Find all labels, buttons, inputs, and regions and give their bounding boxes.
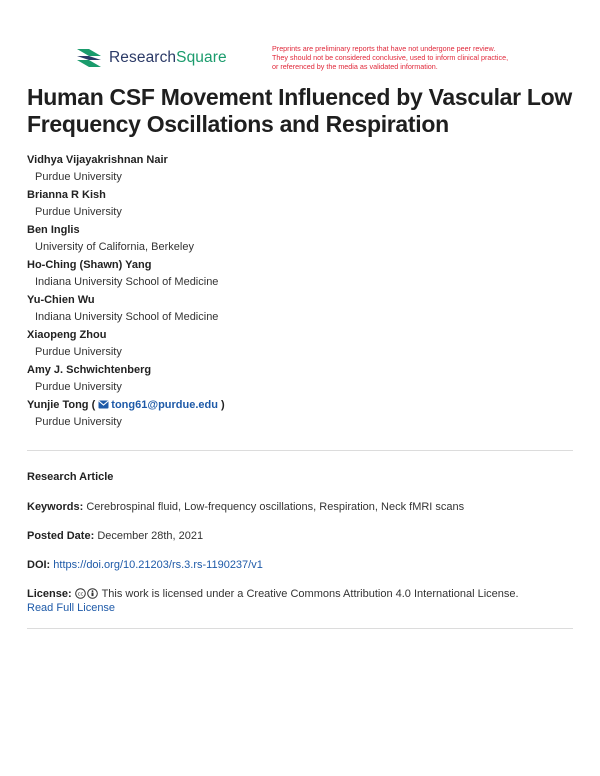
envelope-icon bbox=[98, 400, 109, 409]
license-text: This work is licensed under a Creative Commons Attribution 4.0 International License. bbox=[101, 588, 519, 600]
keywords-row bbox=[27, 500, 577, 514]
author-affiliation: Purdue University bbox=[35, 346, 122, 358]
author-name[interactable]: Vidhya Vijayakrishnan Nair bbox=[27, 154, 168, 166]
header bbox=[0, 0, 600, 80]
divider bbox=[27, 628, 573, 629]
author-entry bbox=[27, 259, 567, 289]
research-square-logo[interactable] bbox=[75, 47, 227, 69]
author-entry bbox=[27, 364, 567, 394]
author-affiliation: Purdue University bbox=[35, 206, 122, 218]
author-name[interactable]: Amy J. Schwichtenberg bbox=[27, 364, 152, 376]
author-entry bbox=[27, 329, 567, 359]
author-name[interactable]: Ho-Ching (Shawn) Yang bbox=[27, 259, 152, 271]
doi-row bbox=[27, 558, 577, 572]
author-email-link[interactable]: tong61@purdue.edu bbox=[111, 399, 218, 411]
corresponding-author: Yunjie Tong ( tong61@purdue.edu ) bbox=[27, 399, 225, 411]
author-affiliation: Indiana University School of Medicine bbox=[35, 276, 219, 288]
author-affiliation: Purdue University bbox=[35, 381, 122, 393]
license-row bbox=[27, 587, 577, 615]
logo-text bbox=[109, 49, 227, 67]
author-list bbox=[27, 154, 567, 429]
posted-date-value: December 28th, 2021 bbox=[97, 530, 204, 542]
posted-date-row bbox=[27, 529, 577, 543]
author-entry bbox=[27, 399, 567, 429]
author-entry bbox=[27, 154, 567, 184]
preprint-notice bbox=[272, 44, 542, 71]
paper-title: Human CSF Movement Influenced by Vascular Low Frequency Oscillations and Respiration bbox=[27, 84, 573, 137]
logo-text-main: Research bbox=[109, 49, 177, 66]
logo-text-accent: Square bbox=[176, 49, 227, 66]
author-name[interactable]: Brianna R Kish bbox=[27, 189, 106, 201]
notice-line: They should not be considered conclusive, used to inform clinical practice, bbox=[272, 53, 509, 62]
author-entry bbox=[27, 189, 567, 219]
notice-line: or referenced by the media as validated information. bbox=[272, 62, 438, 71]
notice-line: Preprints are preliminary reports that have not undergone peer review. bbox=[272, 44, 496, 53]
keywords-value: Cerebrospinal fluid, Low-frequency oscillations, Respiration, Neck fMRI scans bbox=[86, 501, 465, 513]
posted-date-label: Posted Date: bbox=[27, 530, 95, 542]
keywords-label: Keywords: bbox=[27, 501, 84, 513]
divider bbox=[27, 450, 573, 451]
creative-commons-icon bbox=[75, 588, 99, 599]
license-label: License: bbox=[27, 588, 72, 600]
author-entry bbox=[27, 294, 567, 324]
author-affiliation: University of California, Berkeley bbox=[35, 241, 194, 253]
svg-text:cc: cc bbox=[77, 591, 84, 598]
article-type: Research Article bbox=[27, 471, 114, 483]
read-full-license-link[interactable]: Read Full License bbox=[27, 602, 116, 614]
author-name[interactable]: Yunjie Tong bbox=[27, 399, 89, 411]
author-name[interactable]: Ben Inglis bbox=[27, 224, 80, 236]
author-name[interactable]: Xiaopeng Zhou bbox=[27, 329, 107, 341]
author-name[interactable]: Yu-Chien Wu bbox=[27, 294, 95, 306]
author-affiliation: Indiana University School of Medicine bbox=[35, 311, 219, 323]
author-affiliation: Purdue University bbox=[35, 416, 122, 428]
doi-label: DOI: bbox=[27, 559, 51, 571]
author-entry bbox=[27, 224, 567, 254]
doi-link[interactable]: https://doi.org/10.21203/rs.3.rs-1190237/v1 bbox=[53, 559, 263, 571]
research-square-logo-icon bbox=[75, 47, 103, 69]
author-affiliation: Purdue University bbox=[35, 171, 122, 183]
